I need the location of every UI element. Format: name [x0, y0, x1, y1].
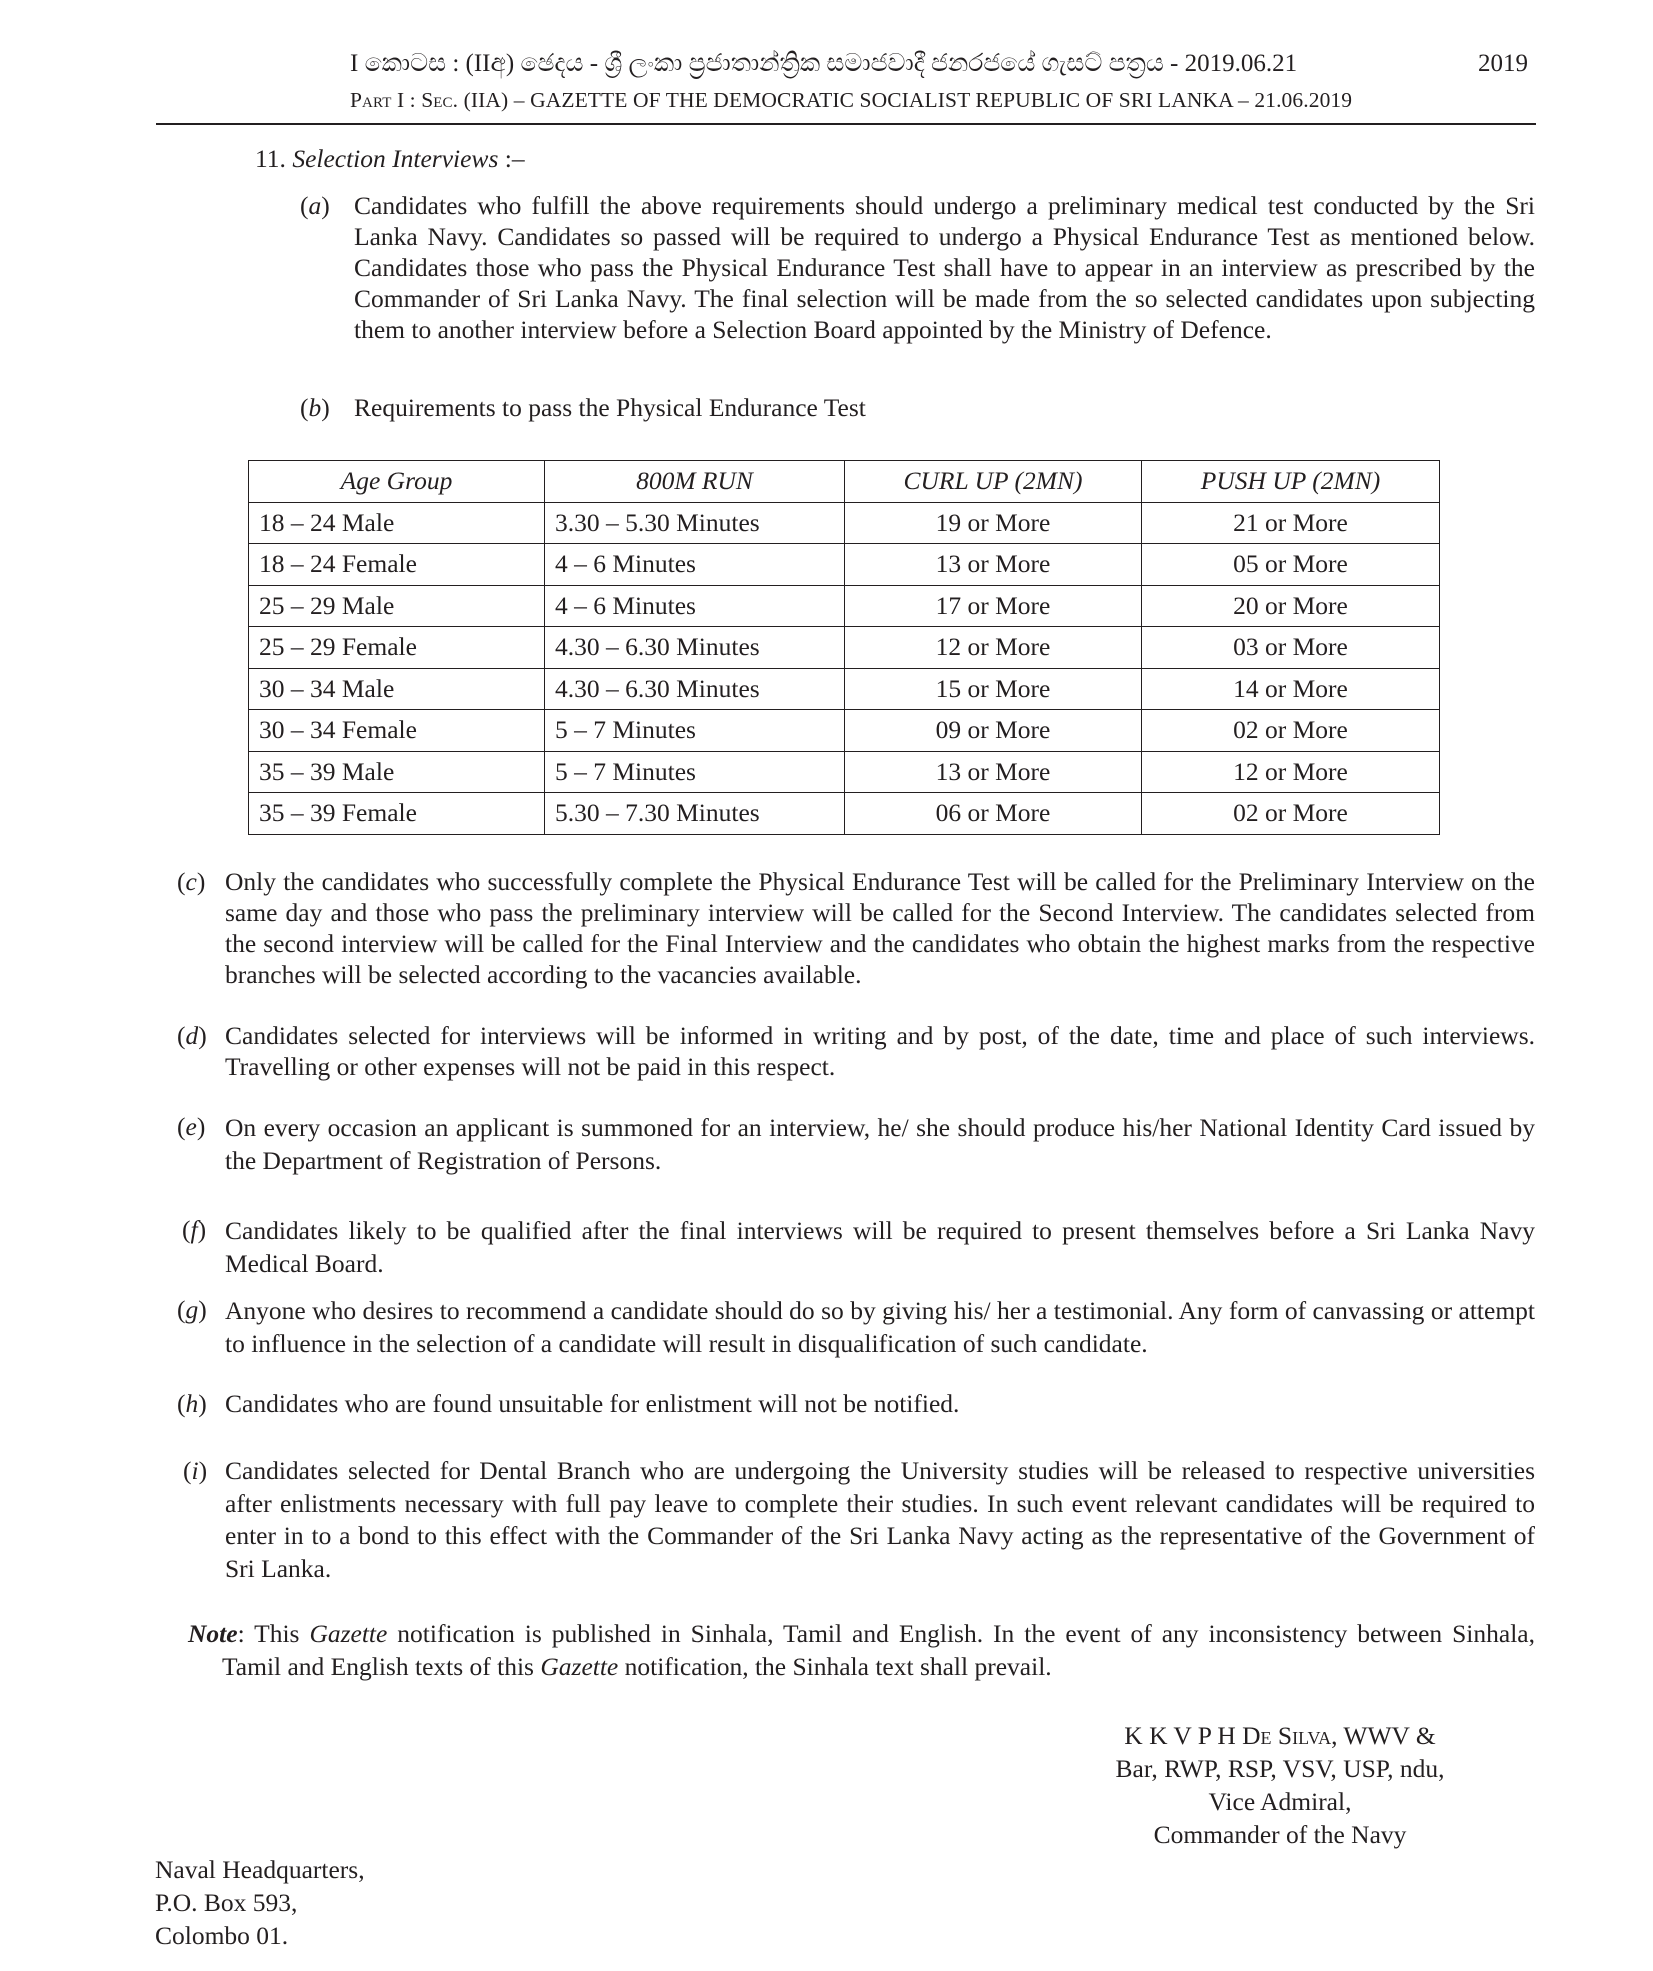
note-text-1: : This: [237, 1619, 310, 1648]
table-cell: 18 – 24 Female: [249, 544, 545, 586]
table-cell: 19 or More: [845, 502, 1142, 544]
note-paragraph: [188, 1617, 1535, 1683]
signatory-decorations: Bar, RWP, RSP, VSV, USP, ndu,: [1115, 1754, 1445, 1783]
signatory-rank: Vice Admiral,: [1208, 1787, 1352, 1816]
table-cell: 09 or More: [845, 710, 1142, 752]
table-header-cell: CURL UP (2MN): [845, 461, 1142, 503]
header-rule: [156, 123, 1536, 125]
table-row: [249, 751, 1440, 793]
table-cell: 12 or More: [1142, 751, 1440, 793]
table-header-cell: PUSH UP (2MN): [1142, 461, 1440, 503]
table-header-cell: Age Group: [249, 461, 545, 503]
table-row: [249, 710, 1440, 752]
section-number: 11.: [255, 144, 286, 173]
endurance-test-table: [248, 460, 1440, 835]
table-row: [249, 544, 1440, 586]
table-cell: 02 or More: [1142, 710, 1440, 752]
table-cell: 30 – 34 Female: [249, 710, 545, 752]
table-cell: 35 – 39 Female: [249, 793, 545, 835]
table-cell: 21 or More: [1142, 502, 1440, 544]
table-header-cell: 800M RUN: [545, 461, 845, 503]
item-a-label: (a): [300, 191, 330, 220]
item-c-text: Only the candidates who successfully complete the Physical Endurance Test will be called for the Preliminary Interview on the same day and those who pass the preliminary interview will be called for the Second Interview. The candidates selected from the second interview will be called for the Final Interview and the candidates who obtain the highest marks from the respective branches will be selected according to the vacancies available.: [225, 867, 1535, 989]
table-cell: 05 or More: [1142, 544, 1440, 586]
table-row: [249, 585, 1440, 627]
table-cell: 5.30 – 7.30 Minutes: [545, 793, 845, 835]
table-cell: 4.30 – 6.30 Minutes: [545, 627, 845, 669]
header-gazette-title: (IIA) – GAZETTE OF THE DEMOCRATIC SOCIALIST REPUBLIC OF SRI LANKA – 21.06.2019: [458, 88, 1353, 112]
item-d-label: (d): [177, 1021, 207, 1050]
item-f-label: (f): [182, 1215, 207, 1244]
signature-block: [1040, 1719, 1520, 1851]
item-b-label: (b): [300, 393, 330, 422]
table-row: [249, 668, 1440, 710]
table-cell: 4 – 6 Minutes: [545, 585, 845, 627]
item-i-text: Candidates selected for Dental Branch who are undergoing the University studies will be released to respective universities after enlistments necessary with full pay leave to complete their studies. In such event relevant candidates will be required to enter in to a bond to this effect with the Commander of the Sri Lanka Navy acting as the representative of the Government of Sri Lanka.: [225, 1456, 1535, 1583]
address-block: [155, 1853, 365, 1952]
header-sec-word: Sec.: [421, 88, 459, 112]
table-cell: 12 or More: [845, 627, 1142, 669]
table-cell: 17 or More: [845, 585, 1142, 627]
table-row: [249, 793, 1440, 835]
item-e-label: (e): [177, 1112, 206, 1141]
table-cell: 14 or More: [1142, 668, 1440, 710]
table-cell: 15 or More: [845, 668, 1142, 710]
header-english-line: [350, 88, 1352, 113]
table-cell: 20 or More: [1142, 585, 1440, 627]
table-cell: 13 or More: [845, 751, 1142, 793]
item-d-text: Candidates selected for interviews will be informed in writing and by post, of the date, time and place of such interviews. Travelling or other expenses will not be paid in this respect.: [225, 1021, 1535, 1081]
note-text-3: notification, the Sinhala text shall prevail.: [618, 1652, 1052, 1681]
table-cell: 5 – 7 Minutes: [545, 710, 845, 752]
address-line: P.O. Box 593,: [155, 1888, 298, 1917]
table-cell: 03 or More: [1142, 627, 1440, 669]
table-cell: 18 – 24 Male: [249, 502, 545, 544]
table-cell: 02 or More: [1142, 793, 1440, 835]
table-cell: 06 or More: [845, 793, 1142, 835]
table-cell: 4 – 6 Minutes: [545, 544, 845, 586]
table-cell: 25 – 29 Female: [249, 627, 545, 669]
item-e-text: On every occasion an applicant is summoned for an interview, he/ she should produce his/her National Identity Card issued by the Department of Registration of Persons.: [225, 1113, 1535, 1175]
section-title-suffix: :–: [498, 144, 525, 173]
section-heading: [255, 143, 525, 174]
header-part-word: Part: [350, 88, 392, 112]
item-h-label: (h): [177, 1389, 207, 1418]
table-cell: 13 or More: [845, 544, 1142, 586]
note-label: Note: [188, 1619, 238, 1648]
table-header-row: [249, 461, 1440, 503]
table-cell: 4.30 – 6.30 Minutes: [545, 668, 845, 710]
table-row: [249, 627, 1440, 669]
item-g-label: (g): [177, 1295, 207, 1324]
note-text-2: notification is published in Sinhala, Tamil and English. In the event of any inconsistency between Sinhala, Tamil and English texts of this: [222, 1619, 1535, 1681]
table-cell: 35 – 39 Male: [249, 751, 545, 793]
note-gazette-1: Gazette: [309, 1619, 388, 1648]
table-cell: 25 – 29 Male: [249, 585, 545, 627]
header-part-number: I :: [391, 88, 422, 112]
item-f-text: Candidates likely to be qualified after the final interviews will be required to present themselves before a Sri Lanka Navy Medical Board.: [225, 1216, 1535, 1278]
table-cell: 3.30 – 5.30 Minutes: [545, 502, 845, 544]
item-a-text: Candidates who fulfill the above requirements should undergo a preliminary medical test conducted by the Sri Lanka Navy. Candidates so passed will be required to undergo a Physical Endurance Test as mentioned below. Candidates those who pass the Physical Endurance Test shall have to appear in an interview as prescribed by the Commander of Sri Lanka Navy. The final selection will be made from the so selected candidates upon subjecting them to another interview before a Selection Board appointed by the Ministry of Defence.: [354, 191, 1535, 344]
item-c-label: (c): [177, 867, 206, 896]
item-b-text: Requirements to pass the Physical Endurance Test: [354, 393, 866, 422]
header-sinhala-line: I කොටස : (IIඅ) ඡෙදය - ශ්‍රී ලංකා ප්‍රජාතාන්ත්‍රික සමාජවාදී ජනරජයේ ගැසට් පත්‍රය - 2019.06.21: [350, 50, 1298, 77]
page-number: 2019: [1478, 50, 1528, 77]
address-line: Colombo 01.: [155, 1921, 289, 1950]
item-g-text: Anyone who desires to recommend a candidate should do so by giving his/ her a testimonial. Any form of canvassing or attempt to influence in the selection of a candidate will result in disqualification of such candidate.: [225, 1296, 1535, 1358]
table-cell: 30 – 34 Male: [249, 668, 545, 710]
signatory-title: Commander of the Navy: [1153, 1820, 1407, 1849]
table-row: [249, 502, 1440, 544]
address-line: Naval Headquarters,: [155, 1855, 365, 1884]
section-title: Selection Interviews: [292, 144, 499, 173]
note-gazette-2: Gazette: [540, 1652, 619, 1681]
signatory-name: K K V P H De Silva, WWV &: [1124, 1721, 1436, 1750]
item-h-text: Candidates who are found unsuitable for enlistment will not be notified.: [225, 1389, 960, 1418]
table-cell: 5 – 7 Minutes: [545, 751, 845, 793]
item-i-label: (i): [183, 1456, 208, 1485]
